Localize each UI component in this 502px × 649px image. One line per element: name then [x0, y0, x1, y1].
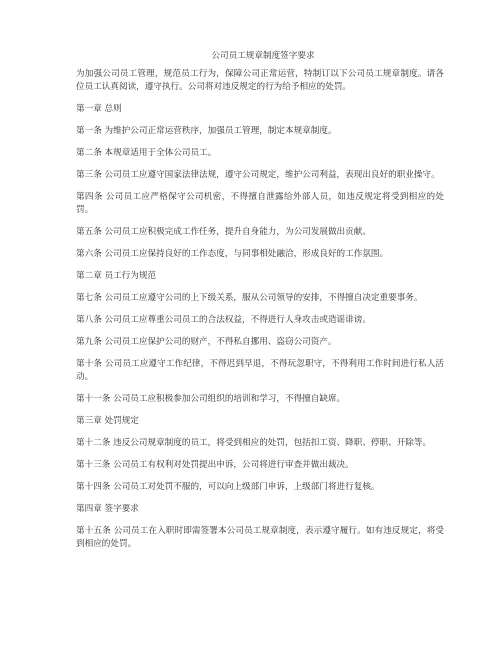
article-15: 第十五条 公司员工在入职时即需签署本公司员工规章制度，表示遵守履行。如有违反规定，将受到相应的处罚。: [76, 526, 444, 549]
article-8: 第八条 公司员工应尊重公司员工的合法权益，不得进行人身攻击或造谣诽谤。: [76, 315, 371, 325]
intro-paragraph: 为加强公司员工管理，规范员工行为，保障公司正常运营，特制订以下公司员工规章制度。请各位员工认真阅读，遵守执行。公司将对违反规定的行为给予相应的处罚。: [76, 69, 444, 92]
article-4: 第四条 公司员工应严格保守公司机密，不得擅自泄露给外部人员，如违反规定将受到相应的处罚。: [76, 192, 444, 215]
article-12: 第十二条 违反公司规章制度的员工，将受到相应的处罚，包括扣工资、降职、停职、开除等。: [76, 438, 432, 448]
article-11: 第十一条 公司员工应积极参加公司组织的培训和学习，不得擅自缺席。: [76, 394, 346, 404]
chapter-4-heading: 第四章 签字要求: [76, 504, 139, 514]
article-13: 第十三条 公司员工有权利对处罚提出申诉，公司将进行审查并做出裁决。: [76, 460, 354, 470]
article-5: 第五条 公司员工应积极完成工作任务，提升自身能力，为公司发展做出贡献。: [76, 227, 371, 237]
article-3: 第三条 公司员工应遵守国家法律法规，遵守公司规定，维护公司利益，表现出良好的职业操守。: [76, 170, 440, 180]
article-1: 第一条 为维护公司正常运营秩序，加强员工管理，制定本规章制度。: [76, 126, 337, 136]
document-title: 公司员工规章制度签字要求: [211, 51, 315, 61]
article-2: 第二条 本规章适用于全体公司员工。: [76, 148, 217, 158]
chapter-3-heading: 第三章 处罚规定: [76, 416, 139, 426]
chapter-1-heading: 第一章 总则: [76, 104, 122, 114]
article-10: 第十条 公司员工应遵守工作纪律，不得迟到早退，不得玩忽职守，不得利用工作时间进行私人活动。: [76, 359, 444, 382]
chapter-2-heading: 第二章 员工行为规范: [76, 271, 157, 281]
article-7: 第七条 公司员工应遵守公司的上下级关系，服从公司领导的安排，不得擅自决定重要事务。: [76, 293, 423, 303]
article-14: 第十四条 公司员工对处罚不服的，可以向上级部门申诉，上级部门将进行复核。: [76, 482, 380, 492]
article-9: 第九条 公司员工应保护公司的财产，不得私自挪用、盗窃公司资产。: [76, 337, 337, 347]
article-6: 第六条 公司员工应保持良好的工作态度，与同事相处融洽，形成良好的工作氛围。: [76, 249, 389, 259]
